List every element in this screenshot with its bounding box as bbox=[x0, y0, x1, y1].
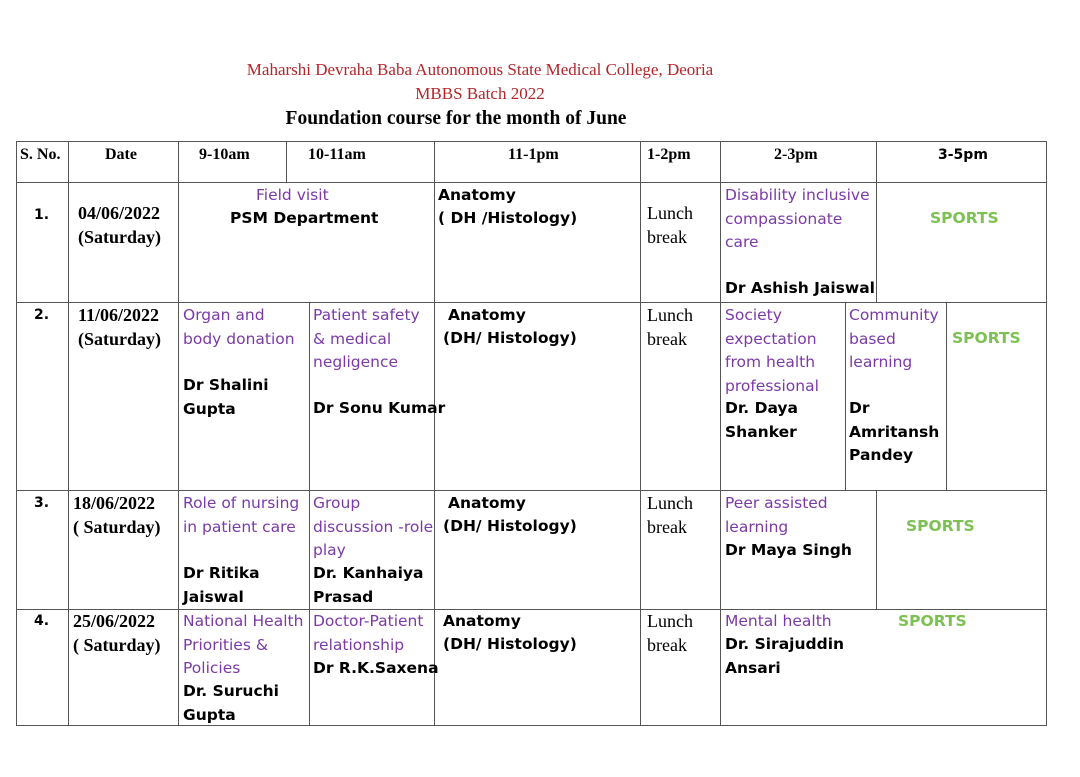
col-divider-10-11 bbox=[434, 141, 435, 726]
session-faculty: Dr Maya Singh bbox=[725, 541, 852, 559]
col-divider-9-10 bbox=[286, 141, 287, 183]
row-date: 18/06/2022 bbox=[73, 493, 156, 513]
anatomy-subtopic: ( DH /Histology) bbox=[438, 209, 578, 227]
session-topic: Organ and body donation bbox=[183, 306, 295, 348]
session-topic: Society expectation from health professional bbox=[725, 306, 819, 395]
session-topic: Mental health bbox=[725, 612, 832, 630]
row-day: (Saturday) bbox=[78, 227, 162, 247]
lunch-break: break bbox=[647, 635, 687, 655]
row-number: 2. bbox=[34, 307, 50, 323]
session-faculty: Dr R.K.Saxena bbox=[313, 659, 439, 677]
lunch-break: break bbox=[647, 227, 687, 247]
col-border-right bbox=[1046, 141, 1047, 726]
col-divider-date bbox=[178, 141, 179, 726]
anatomy-subtopic: (DH/ Histology) bbox=[443, 329, 577, 347]
anatomy-session: Anatomy bbox=[448, 306, 526, 324]
row-divider-1 bbox=[16, 302, 1047, 303]
session-faculty: Dr Ashish Jaiswal bbox=[725, 279, 875, 297]
lunch-break: break bbox=[647, 329, 687, 349]
session-faculty: Dr Amritansh Pandey bbox=[849, 399, 940, 464]
row-date: 11/06/2022 bbox=[78, 305, 160, 325]
anatomy-subtopic: (DH/ Histology) bbox=[443, 635, 577, 653]
header-row-divider bbox=[16, 182, 1047, 183]
batch-name: MBBS Batch 2022 bbox=[415, 84, 545, 103]
lunch-break: break bbox=[647, 517, 687, 537]
session-topic: Disability inclusive compassionate care bbox=[725, 186, 870, 251]
session-faculty: Dr. Daya Shanker bbox=[725, 399, 798, 441]
col-divider-sno bbox=[68, 141, 69, 726]
lunch-break: Lunch bbox=[647, 203, 693, 223]
session-topic: Patient safety & medical negligence bbox=[313, 306, 420, 371]
session-topic: National Health Priorities & Policies bbox=[183, 612, 304, 677]
col-divider-9-10 bbox=[309, 302, 310, 726]
sports-slot: SPORTS bbox=[898, 612, 967, 630]
header-10-11am: 10-11am bbox=[308, 146, 366, 163]
anatomy-subtopic: (DH/ Histology) bbox=[443, 517, 577, 535]
row-number: 1. bbox=[34, 207, 50, 223]
row-day: (Saturday) bbox=[78, 329, 162, 349]
session-faculty: Dr. Kanhaiya Prasad bbox=[313, 564, 424, 606]
session-faculty: Dr Sonu Kumar bbox=[313, 399, 446, 417]
session-topic: Community based learning bbox=[849, 306, 939, 371]
col-divider-1-2 bbox=[720, 141, 721, 726]
header-3-5pm: 3-5pm bbox=[938, 147, 988, 163]
session-faculty: Dr Shalini Gupta bbox=[183, 376, 269, 418]
session-topic: Peer assisted learning bbox=[725, 494, 828, 536]
anatomy-session: Anatomy bbox=[448, 494, 526, 512]
row-number: 3. bbox=[34, 495, 50, 511]
session-faculty: Dr. Sirajuddin Ansari bbox=[725, 635, 845, 677]
col-divider-2-3 bbox=[876, 490, 877, 610]
college-name: Maharshi Devraha Baba Autonomous State Medical College, Deoria bbox=[246, 60, 714, 79]
row-date: 04/06/2022 bbox=[78, 203, 161, 223]
lunch-break: Lunch bbox=[647, 305, 693, 325]
col-border-left bbox=[16, 141, 17, 726]
session-topic: Group discussion -role play bbox=[313, 494, 434, 559]
course-title: Foundation course for the month of June bbox=[285, 108, 627, 129]
sports-slot: SPORTS bbox=[906, 517, 975, 535]
row-divider-3 bbox=[16, 609, 1047, 610]
table-border-bottom bbox=[16, 725, 1047, 726]
lunch-break: Lunch bbox=[647, 611, 693, 631]
col-divider-11-1 bbox=[640, 141, 641, 726]
lunch-break: Lunch bbox=[647, 493, 693, 513]
session-department: PSM Department bbox=[230, 209, 379, 227]
anatomy-session: Anatomy bbox=[438, 186, 516, 204]
header-2-3pm: 2-3pm bbox=[774, 146, 818, 163]
anatomy-session: Anatomy bbox=[443, 612, 521, 630]
header-date: Date bbox=[105, 146, 137, 163]
sports-slot: SPORTS bbox=[952, 329, 1021, 347]
header-11-1pm: 11-1pm bbox=[508, 146, 559, 163]
row-divider-2 bbox=[16, 490, 1047, 491]
header-9-10am: 9-10am bbox=[199, 146, 250, 163]
col-divider-2-3-split bbox=[845, 302, 846, 490]
row-number: 4. bbox=[34, 613, 50, 629]
row-day: ( Saturday) bbox=[73, 517, 161, 537]
session-topic: Role of nursing in patient care bbox=[183, 494, 300, 536]
session-faculty: Dr. Suruchi Gupta bbox=[183, 682, 279, 724]
session-topic: Doctor-Patient relationship bbox=[313, 612, 424, 654]
col-divider-2-3-split bbox=[946, 302, 947, 490]
table-border-top bbox=[16, 141, 1047, 142]
header-1-2pm: 1-2pm bbox=[647, 146, 691, 163]
col-divider-2-3 bbox=[876, 141, 877, 302]
session-topic: Field visit bbox=[256, 186, 329, 204]
session-faculty: Dr Ritika Jaiswal bbox=[183, 564, 260, 606]
row-date: 25/06/2022 bbox=[73, 611, 156, 631]
row-day: ( Saturday) bbox=[73, 635, 161, 655]
header-sno: S. No. bbox=[20, 146, 61, 163]
sports-slot: SPORTS bbox=[930, 209, 999, 227]
